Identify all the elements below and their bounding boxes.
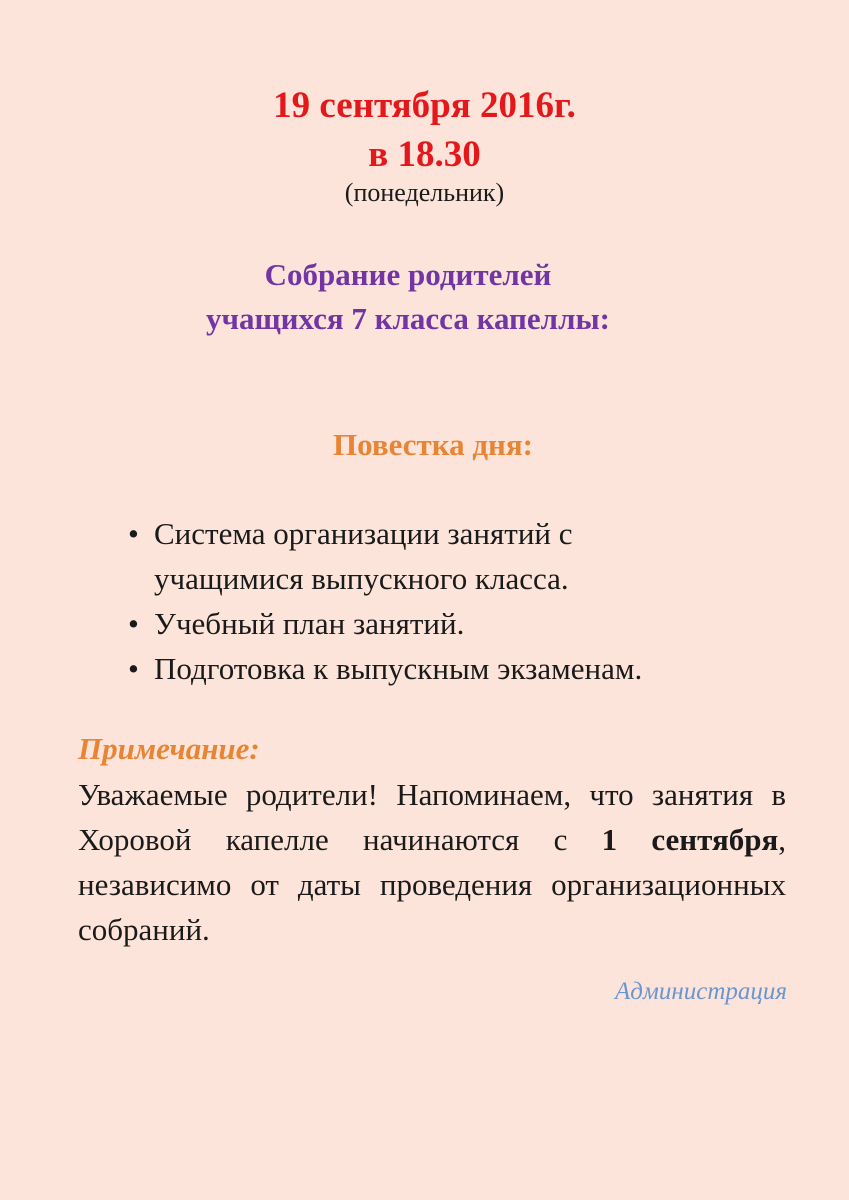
agenda-title: Повестка дня:	[333, 427, 533, 462]
agenda-item-text-line-1: Система организации занятий с	[154, 516, 573, 551]
meeting-title	[0, 253, 816, 341]
note-start-date: 1 сентября	[601, 822, 779, 857]
agenda-item-text: Подготовка к выпускным экзаменам.	[154, 651, 643, 686]
meeting-title-line-2: учащихся 7 класса капеллы:	[206, 301, 610, 336]
note-body	[78, 772, 786, 952]
meeting-date: 19 сентября 2016г.	[273, 85, 576, 126]
meeting-weekday: (понедельник)	[344, 178, 505, 207]
bullet-icon: •	[128, 606, 139, 641]
agenda-item	[128, 646, 808, 691]
meeting-title-line-1: Собрание родителей	[264, 257, 552, 292]
signature: Администрация	[614, 978, 787, 1005]
agenda-item	[128, 601, 808, 646]
agenda-item	[128, 511, 808, 601]
note-text-after: , независимо от даты проведения организационных собраний.	[78, 822, 786, 947]
bullet-icon: •	[128, 651, 139, 686]
note-text-before: Уважаемые родители! Напоминаем, что занятия в Хоровой капелле начинаются с	[78, 777, 786, 857]
note-title: Примечание:	[78, 731, 260, 766]
bullet-icon: •	[128, 516, 139, 551]
agenda-item-text-line-2: учащимися выпускного класса.	[154, 561, 569, 596]
meeting-time: в 18.30	[368, 134, 481, 175]
agenda-item-text: Учебный план занятий.	[154, 606, 465, 641]
agenda-list	[128, 511, 808, 691]
